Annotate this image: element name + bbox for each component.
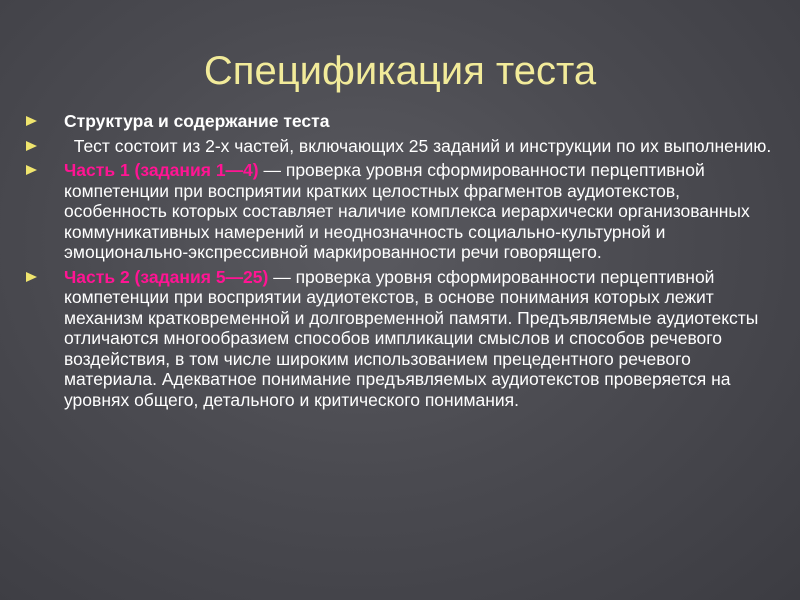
bullet-item-structure: [24, 111, 776, 132]
bullet-item-part-2: [24, 267, 776, 411]
part-1-description: — проверка уровня сформированности перцептивной компетенции при восприятии кратких целостных фрагментов аудиотекстов, особенность которых составляет наличие комплекса иерархически организованных коммуникативных намерений и неоднозначность социально-культурной и эмоционально-экспрессивной маркированности речи говорящего.: [64, 160, 750, 262]
triangle-right-icon: [26, 116, 37, 126]
part-1-heading: Часть 1 (задания 1—4): [64, 160, 259, 180]
part-2-heading: Часть 2 (задания 5—25): [64, 266, 269, 287]
triangle-right-icon: [26, 272, 37, 282]
slide-title: Спецификация теста: [203, 49, 597, 93]
bullet-list: [24, 111, 776, 414]
bullet-item-overview: [24, 136, 776, 157]
triangle-right-icon: [26, 141, 37, 151]
triangle-right-icon: [26, 165, 37, 175]
bullet-text: Тест состоит из 2-х частей, включающих 25 заданий и инструкции по их выполнению.: [64, 135, 772, 156]
bullet-text: Структура и содержание теста: [64, 111, 330, 131]
part-2-description: — проверка уровня сформированности перцептивной компетенции при восприятии аудиотекстов, в основе понимания которых лежит механизм кратковременной и долговременной памяти. Предъявляемые аудиотексты отличаются многообразием способов импликации смыслов и способов речевого воздействия, в том числе широким использованием прецедентного речевого материала. Адекватное понимание предъявляемых аудиотекстов проверяется на уровнях общего, детального и критического понимания.: [64, 266, 759, 410]
bullet-item-part-1: [24, 160, 776, 263]
